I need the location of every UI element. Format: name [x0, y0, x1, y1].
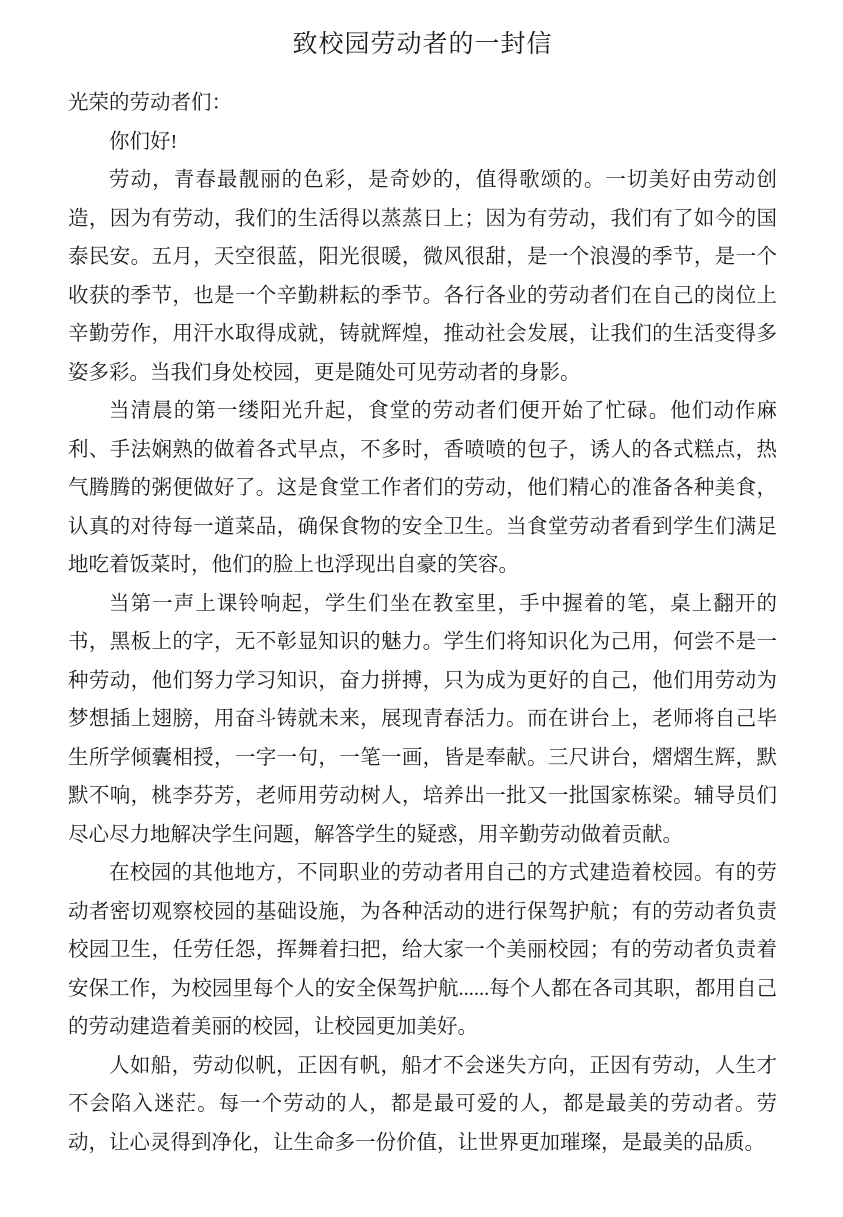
paragraph-1: 劳动，青春最靓丽的色彩，是奇妙的，值得歌颂的。一切美好由劳动创造，因为有劳动，我们的生活得以蒸蒸日上；因为有劳动，我们有了如今的国泰民安。五月，天空很蓝，阳光很暖，微风很甜，是一个浪漫的季节，是一个收获的季节，也是一个辛勤耕耘的季节。各行各业的劳动者们在自己的岗位上辛勤劳作，用汗水取得成就，铸就辉煌，推动社会发展，让我们的生活变得多姿多彩。当我们身处校园，更是随处可见劳动者的身影。	[68, 169, 777, 384]
greeting-line: 你们好!	[109, 130, 178, 153]
paragraph-4: 在校园的其他地方，不同职业的劳动者用自己的方式建造着校园。有的劳动者密切观察校园的基础设施，为各种活动的进行保驾护航；有的劳动者负责校园卫生，任劳任怨，挥舞着扫把，给大家一个美丽校园；有的劳动者负责着安保工作，为校园里每个人的安全保驾护航......每个人都在各司其职，都用自己的劳动建造着美丽的校园，让校园更加美好。	[68, 862, 777, 1038]
document-title: 致校园劳动者的一封信	[292, 31, 553, 58]
paragraph-5: 人如船，劳动似帆，正因有帆，船才不会迷失方向，正因有劳动，人生才不会陷入迷茫。每一个劳动的人，都是最可爱的人，都是最美的劳动者。劳动，让心灵得到净化，让生命多一份价值，让世界更加璀璨，是最美的品质。	[68, 1054, 777, 1154]
salutation-line: 光荣的劳动者们：	[68, 92, 232, 114]
paragraph-2: 当清晨的第一缕阳光升起，食堂的劳动者们便开始了忙碌。他们动作麻利、手法娴熟的做着各式早点，不多时，香喷喷的包子，诱人的各式糕点，热气腾腾的粥便做好了。这是食堂工作者们的劳动，他们精心的准备各种美食，认真的对待每一道菜品，确保食物的安全卫生。当食堂劳动者看到学生们满足地吃着饭菜时，他们的脸上也浮现出自豪的笑容。	[68, 400, 777, 576]
paragraph-3: 当第一声上课铃响起，学生们坐在教室里，手中握着的笔，桌上翻开的书，黑板上的字，无不彰显知识的魅力。学生们将知识化为己用，何尝不是一种劳动，他们努力学习知识，奋力拼搏，只为成为更好的自己，他们用劳动为梦想插上翅膀，用奋斗铸就未来，展现青春活力。而在讲台上，老师将自己毕生所学倾囊相授，一字一句，一笔一画，皆是奉献。三尺讲台，熠熠生辉，默默不响，桃李芬芳，老师用劳动树人，培养出一批又一批国家栋梁。辅导员们尽心尽力地解决学生问题，解答学生的疑惑，用辛勤劳动做着贡献。	[68, 592, 777, 846]
document-body	[68, 84, 777, 1162]
